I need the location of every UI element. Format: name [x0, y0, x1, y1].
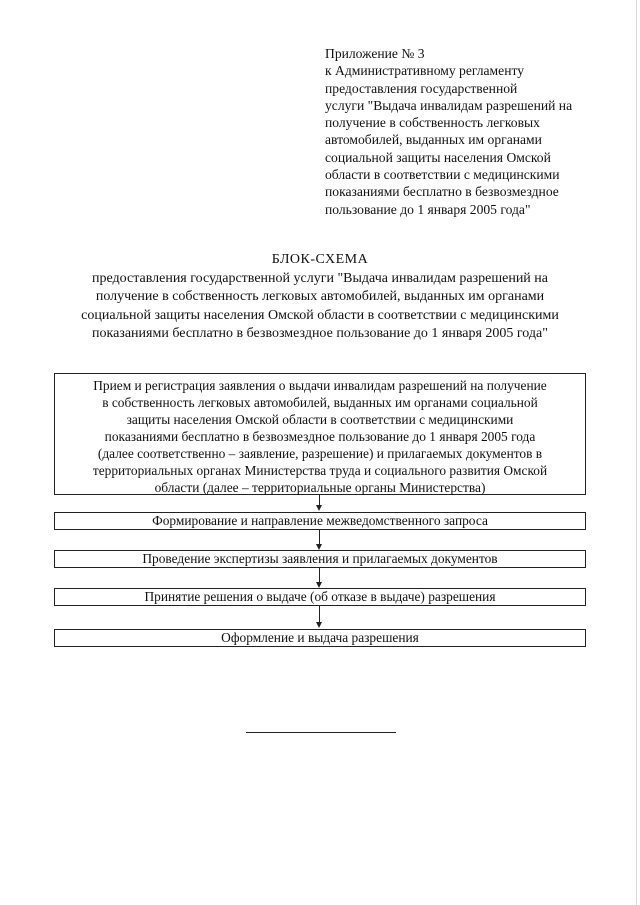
scheme-subtitle-line: показаниями бесплатно в безвозмездное пользование до 1 января 2005 года": [92, 326, 548, 342]
appendix-line: Приложение № 3: [325, 46, 425, 61]
flow-connector: [319, 568, 320, 582]
appendix-line: пользование до 1 января 2005 года": [325, 201, 531, 217]
flow-step-line: области (далее – территориальные органы Министерства): [154, 480, 486, 495]
flow-step-decision: [54, 588, 586, 606]
arrow-down-icon: [316, 505, 322, 511]
flow-step-label: Оформление и выдача разрешения: [221, 630, 419, 645]
end-divider: [246, 732, 396, 733]
flow-step-line: Прием и регистрация заявления о выдачи инвалидам разрешений на получение: [93, 378, 547, 393]
flow-step-line: защиты населения Омской области в соответствии с медицинскими: [126, 412, 514, 427]
flow-connector: [319, 530, 320, 544]
flow-step-line: в собственность легковых автомобилей, выданных им органами социальной: [102, 395, 538, 410]
appendix-line: услуги "Выдача инвалидам разрешений на: [325, 97, 573, 113]
appendix-line: области в соответствии с медицинскими: [325, 167, 560, 183]
appendix-line: социальной защиты населения Омской: [325, 149, 551, 165]
appendix-line: предоставления государственной: [325, 80, 518, 96]
flow-step-line: показаниями бесплатно в безвозмездное пользование до 1 января 2005 года: [104, 429, 536, 444]
scheme-subtitle-line: предоставления государственной услуги "Выдача инвалидам разрешений на: [91, 271, 549, 286]
flow-step-label: Принятие решения о выдаче (об отказе в выдаче) разрешения: [144, 589, 496, 604]
arrow-down-icon: [316, 622, 322, 628]
flow-step-interagency-request: [54, 512, 586, 530]
flow-step-reception: [54, 373, 586, 495]
flow-step-issuance: [54, 629, 586, 647]
flow-connector: [319, 495, 320, 505]
flow-step-label: Формирование и направление межведомственного запроса: [152, 513, 488, 528]
scheme-subtitle: [40, 270, 600, 344]
scheme-title: БЛОК-СХЕМА: [271, 252, 369, 267]
scan-edge-line: [636, 0, 637, 905]
appendix-line: автомобилей, выданных им органами: [325, 132, 542, 148]
appendix-line: показаниями бесплатно в безвозмездное: [325, 184, 559, 200]
flow-connector: [319, 606, 320, 622]
flow-step-line: территориальных органах Министерства труда и социального развития Омской: [92, 463, 548, 478]
flow-step-examination: [54, 550, 586, 568]
flow-step-label: Проведение экспертизы заявления и прилагаемых документов: [142, 551, 498, 566]
appendix-line: к Административному регламенту: [325, 63, 525, 79]
scheme-subtitle-line: социальной защиты населения Омской области в соответствии с медицинскими: [81, 307, 559, 323]
appendix-line: получение в собственность легковых: [325, 115, 540, 131]
flow-step-line: (далее соответственно – заявление, разрешение) и прилагаемых документов в: [97, 446, 543, 461]
appendix-header: [325, 45, 610, 218]
scheme-subtitle-line: получение в собственность легковых автомобилей, выданных им органами: [95, 289, 545, 305]
